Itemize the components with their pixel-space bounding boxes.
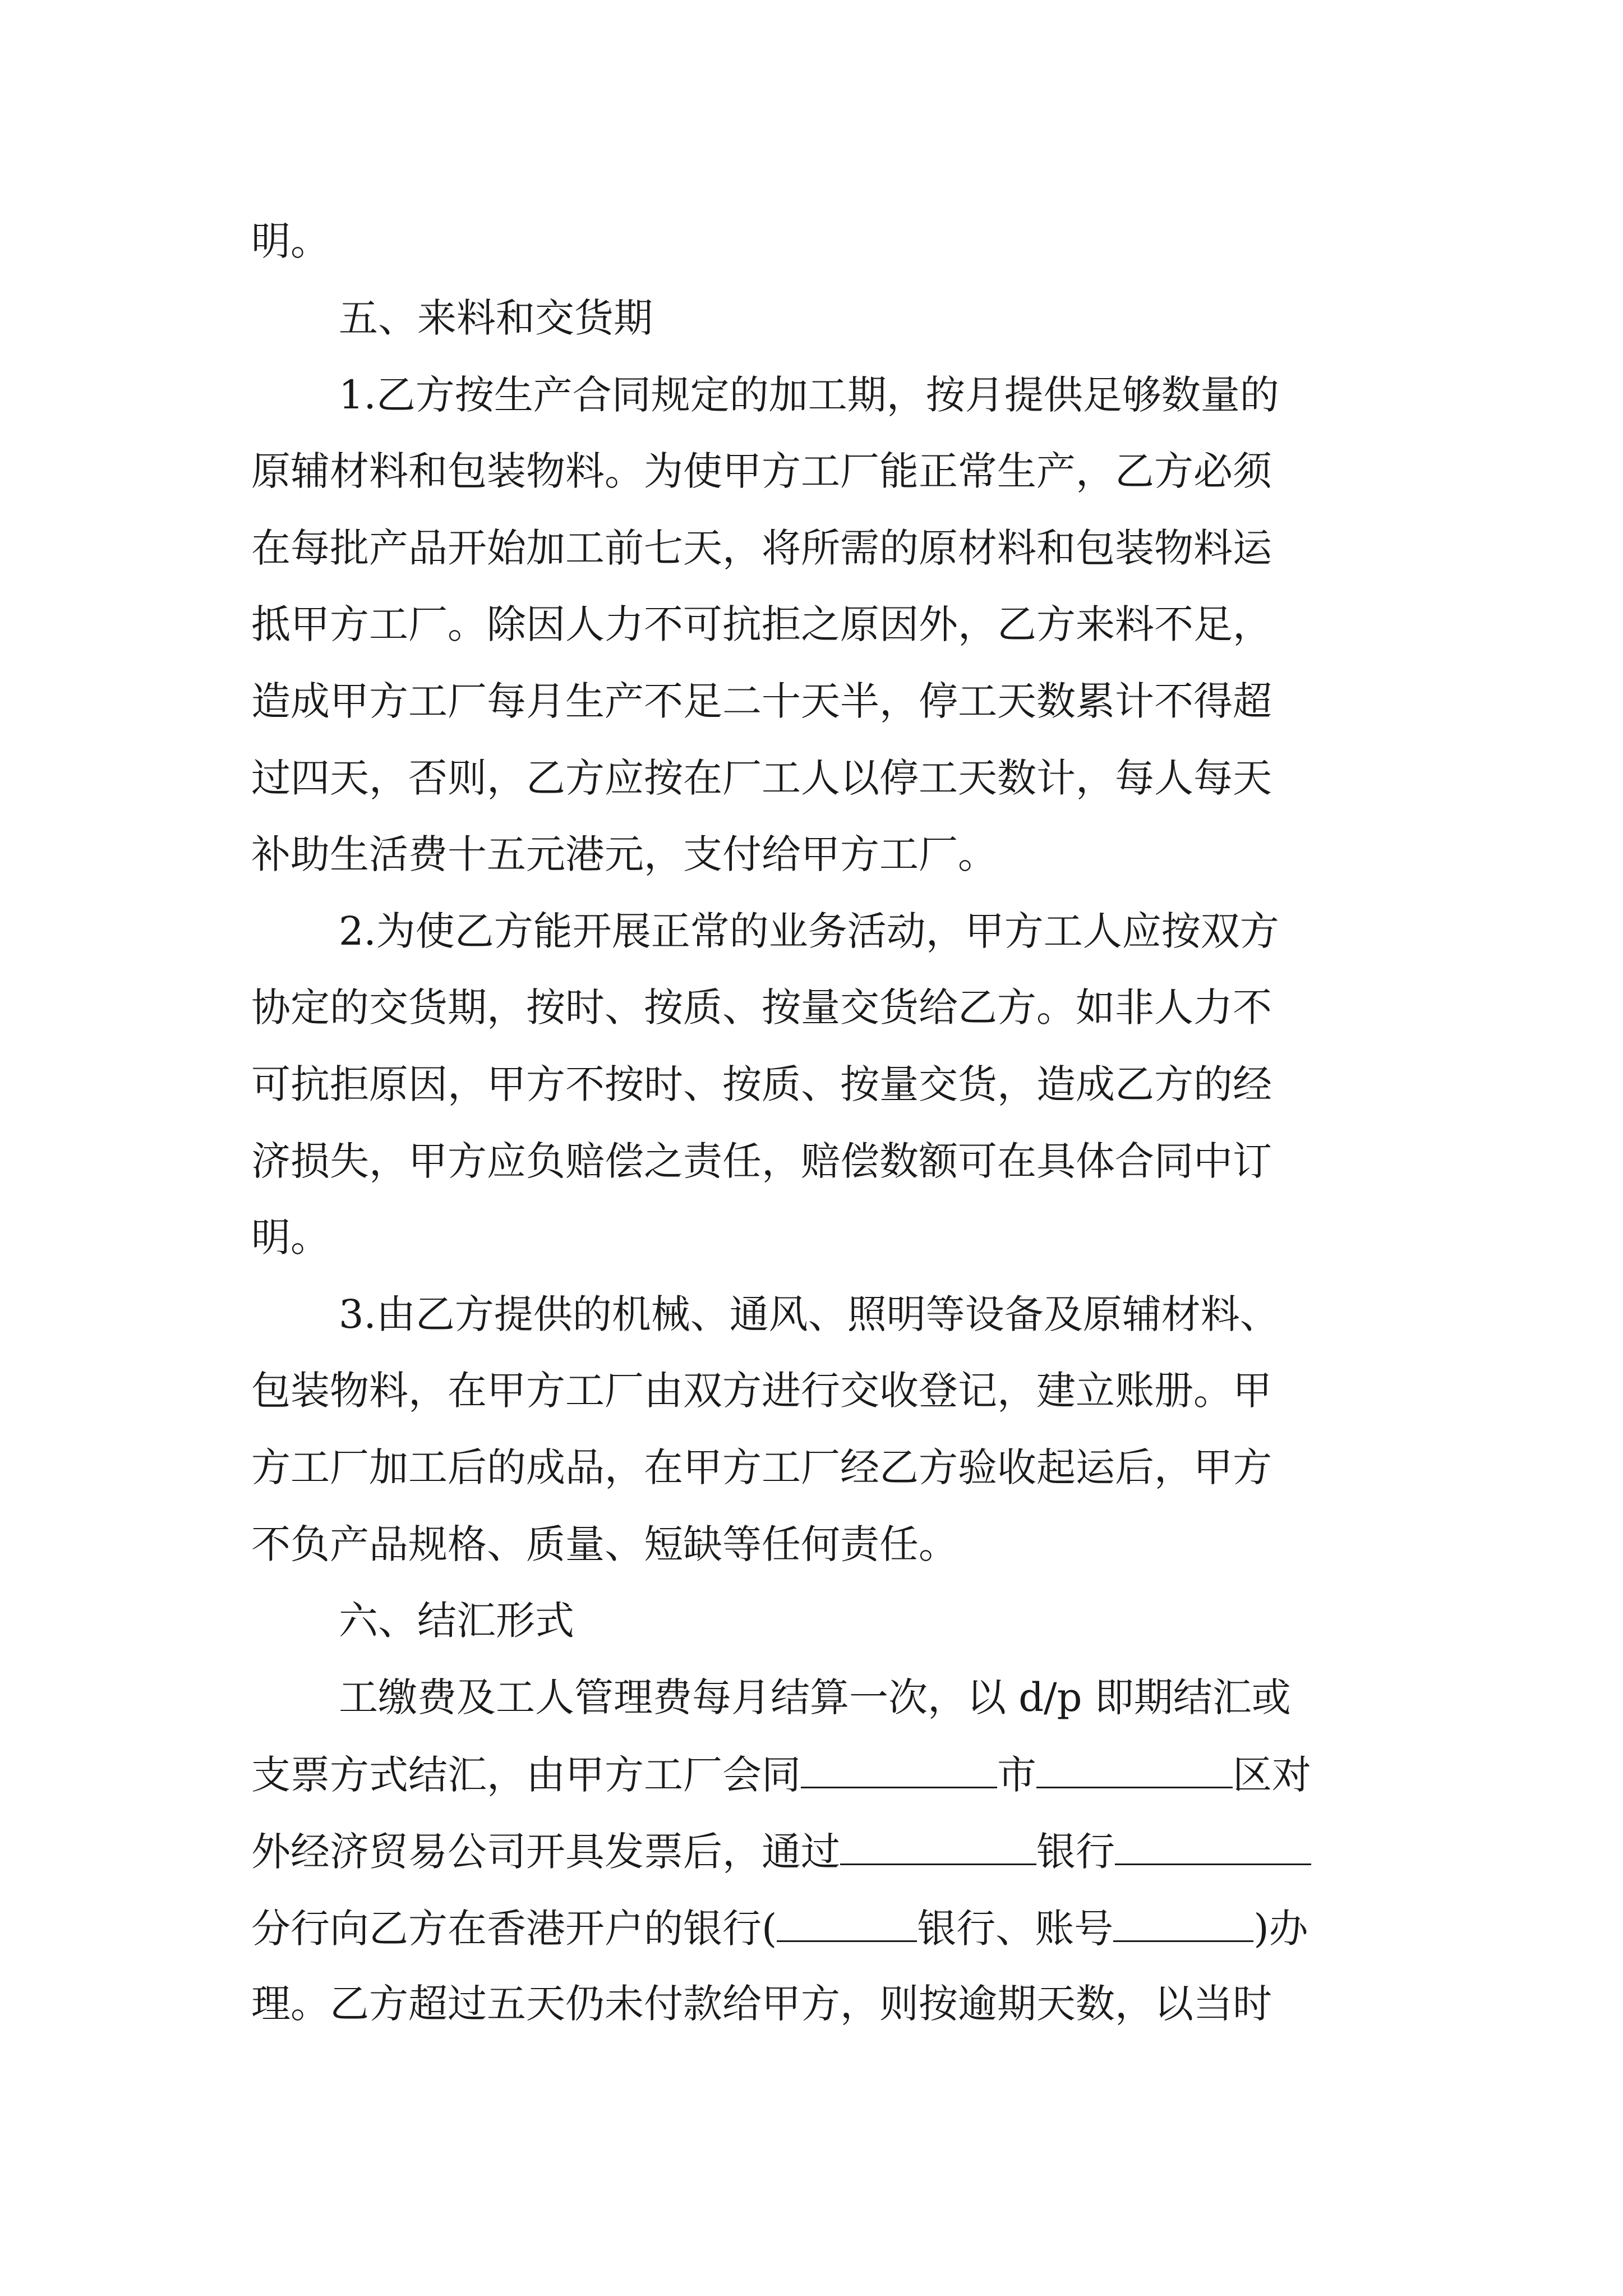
fill-in-blank — [1115, 1831, 1311, 1865]
text-line: 在每批产品开始加工前七天，将所需的原材料和包装物料运 — [251, 525, 1272, 571]
text-line-with-blanks — [251, 1906, 1308, 1952]
section-heading: 六、结汇形式 — [339, 1598, 574, 1644]
fill-in-blank — [1036, 1754, 1233, 1788]
text-segment: 外经济贸易公司开具发票后，通过 — [251, 1829, 840, 1875]
fill-in-blank — [840, 1831, 1036, 1865]
text-segment: )办 — [1253, 1906, 1308, 1952]
fill-in-blank — [801, 1754, 997, 1788]
fill-in-blank — [1113, 1908, 1253, 1942]
text-line: 补助生活费十五元港元，支付给甲方工厂。 — [251, 831, 997, 877]
text-segment: 银行 — [1036, 1829, 1115, 1875]
text-line-with-blanks — [251, 1829, 1311, 1875]
text-line: 工缴费及工人管理费每月结算一次，以 d/p 即期结汇或 — [339, 1674, 1291, 1720]
text-segment: 支票方式结汇，由甲方工厂会同 — [251, 1752, 801, 1798]
text-line: 3.由乙方提供的机械、通风、照明等设备及原辅材料、 — [339, 1291, 1279, 1337]
section-heading: 五、来料和交货期 — [339, 295, 653, 341]
text-segment: 银行、账号 — [917, 1906, 1114, 1952]
text-line: 2.为使乙方能开展正常的业务活动，甲方工人应按双方 — [339, 908, 1279, 954]
text-line: 理。乙方超过五天仍未付款给甲方，则按逾期天数，以当时 — [251, 1981, 1272, 2027]
text-line: 原辅材料和包装物料。为使甲方工厂能正常生产，乙方必须 — [251, 448, 1272, 494]
text-line-with-blanks — [251, 1752, 1311, 1798]
text-line: 包装物料，在甲方工厂由双方进行交收登记，建立账册。甲 — [251, 1368, 1272, 1414]
text-line: 明。 — [251, 218, 330, 264]
text-line: 抵甲方工厂。除因人力不可抗拒之原因外，乙方来料不足， — [251, 601, 1272, 647]
text-line: 协定的交货期，按时、按质、按量交货给乙方。如非人力不 — [251, 984, 1272, 1030]
text-line: 明。 — [251, 1214, 330, 1260]
fill-in-blank — [777, 1908, 917, 1942]
text-line: 可抗拒原因，甲方不按时、按质、按量交货，造成乙方的经 — [251, 1061, 1272, 1107]
text-line: 造成甲方工厂每月生产不足二十天半，停工天数累计不得超 — [251, 678, 1272, 724]
text-line: 1.乙方按生产合同规定的加工期，按月提供足够数量的 — [339, 372, 1279, 418]
text-line: 过四天，否则，乙方应按在厂工人以停工天数计，每人每天 — [251, 755, 1272, 801]
text-segment: 区对 — [1233, 1752, 1311, 1798]
text-segment: 分行向乙方在香港开户的银行( — [251, 1906, 777, 1952]
text-line: 不负产品规格、质量、短缺等任何责任。 — [251, 1521, 958, 1567]
text-segment: 市 — [997, 1752, 1036, 1798]
text-line: 方工厂加工后的成品，在甲方工厂经乙方验收起运后，甲方 — [251, 1444, 1272, 1490]
text-line: 济损失，甲方应负赔偿之责任，赔偿数额可在具体合同中订 — [251, 1138, 1272, 1184]
